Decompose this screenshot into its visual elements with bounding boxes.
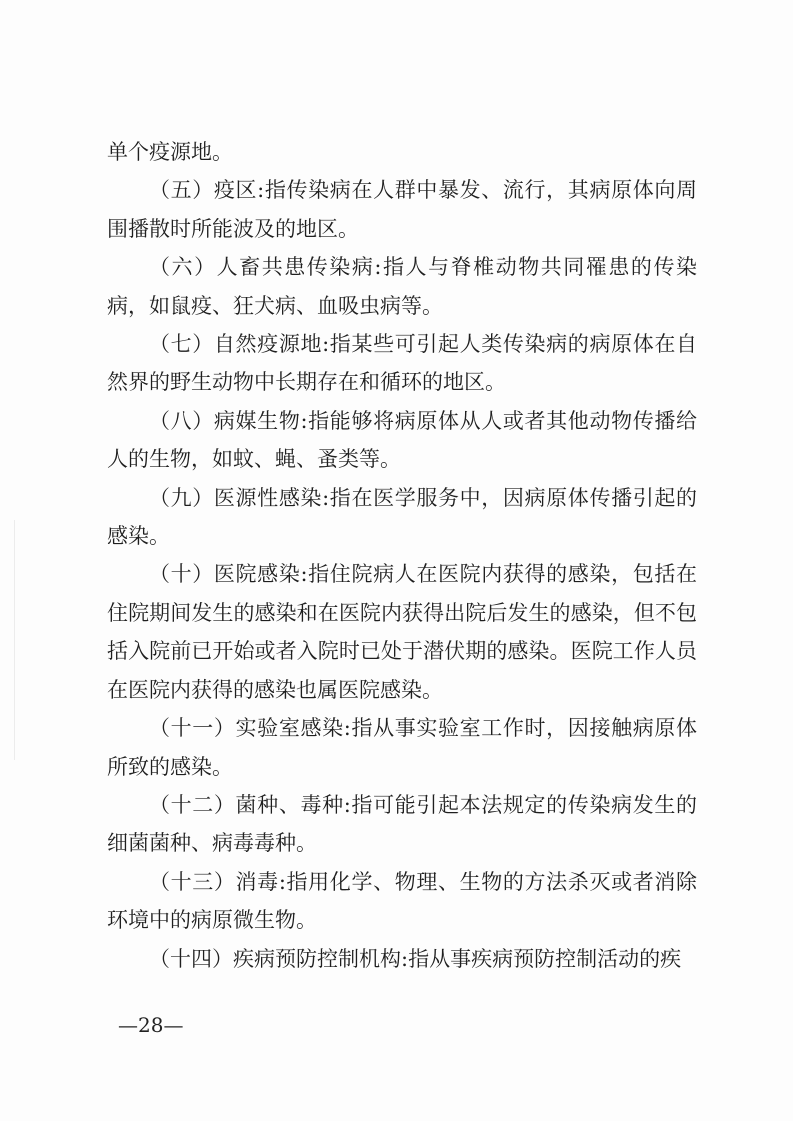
paragraph-item-10: （十）医院感染:指住院病人在医院内获得的感染，包括在住院期间发生的感染和在医院内获得出院后发生的感染，但不包括入院前已开始或者入院时已处于潜伏期的感染。医院工作人员在医院内获得的感染也属医院感染。 — [107, 562, 697, 702]
paragraph-item-8: （八）病媒生物:指能够将病原体从人或者其他动物传播给人的生物，如蚊、蝇、蚤类等。 — [107, 408, 697, 472]
paragraph-item-7: （七）自然疫源地:指某些可引起人类传染病的病原体在自然界的野生动物中长期存在和循环的地区。 — [107, 332, 697, 395]
scan-edge-mark — [14, 520, 15, 760]
paragraph-item-13: （十三）消毒:指用化学、物理、生物的方法杀灭或者消除环境中的病原微生物。 — [107, 869, 697, 933]
paragraph-item-14: （十四）疾病预防控制机构:指从事疾病预防控制活动的疾 — [149, 946, 682, 971]
page-number: —28— — [118, 1013, 184, 1037]
paragraph-continuation: 单个疫源地。 — [107, 140, 233, 164]
paragraph-item-9: （九）医源性感染:指在医学服务中，因病原体传播引起的感染。 — [107, 485, 697, 549]
paragraph-item-12: （十二）菌种、毒种:指可能引起本法规定的传染病发生的细菌菌种、病毒毒种。 — [107, 792, 697, 856]
body-text — [107, 133, 697, 978]
paragraph-item-5: （五）疫区:指传染病在人群中暴发、流行，其病原体向周围播散时所能波及的地区。 — [107, 178, 697, 241]
paragraph-item-6: （六）人畜共患传染病:指人与脊椎动物共同罹患的传染病，如鼠疫、狂犬病、血吸虫病等。 — [107, 255, 697, 318]
paragraph-item-11: （十一）实验室感染:指从事实验室工作时，因接触病原体所致的感染。 — [107, 716, 697, 779]
